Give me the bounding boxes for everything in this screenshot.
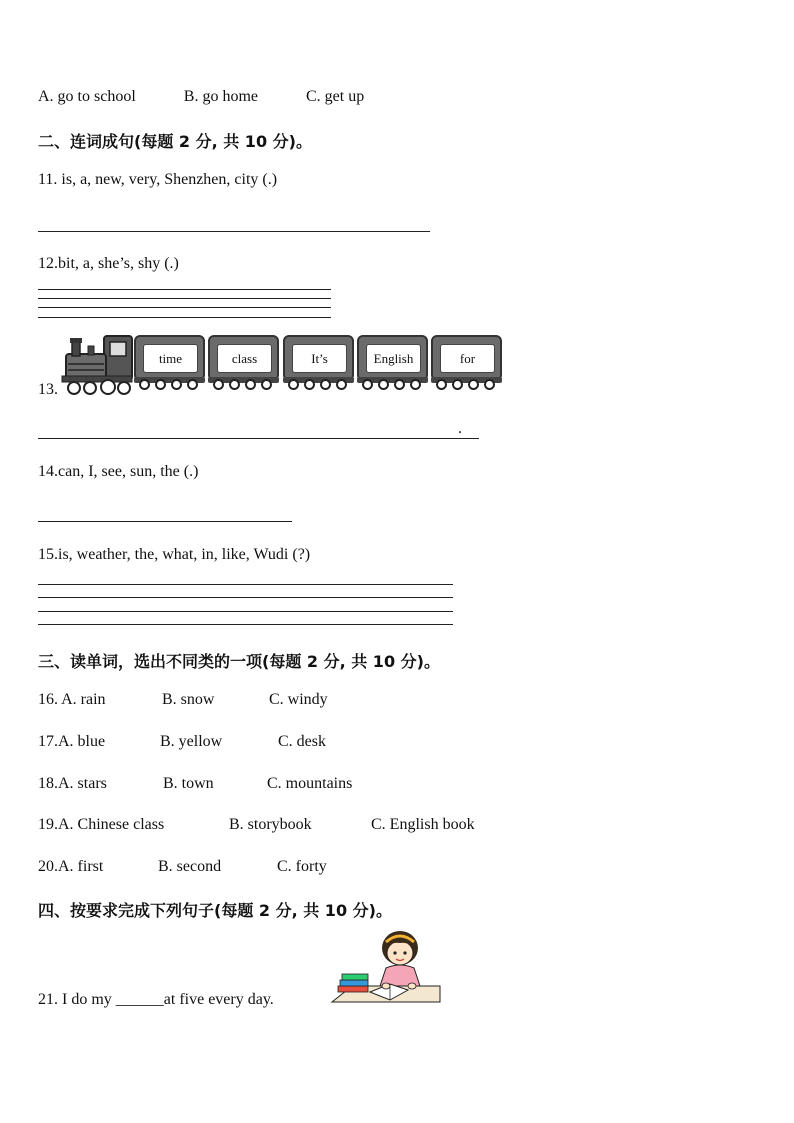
- wheel-icon: [288, 379, 299, 390]
- q11-answer-line[interactable]: [38, 231, 430, 232]
- q18-option-a: A. stars: [58, 775, 107, 792]
- q16-option-b: B. snow: [162, 691, 215, 708]
- train-word-2: class: [217, 344, 272, 373]
- q19-option-a: A. Chinese class: [58, 816, 165, 833]
- section3-title: 三、读单词，选出不同类的一项(每题 2 分, 共 10 分)。: [38, 652, 440, 671]
- wheel-icon: [155, 379, 166, 390]
- locomotive-icon: [60, 332, 134, 396]
- wheel-icon: [229, 379, 240, 390]
- q21-text-before: 21. I do my: [38, 991, 116, 1008]
- q10-options: [38, 88, 364, 106]
- q16-option-c: C. windy: [269, 691, 328, 708]
- q10-option-c: C. get up: [306, 88, 365, 105]
- q14-answer-line[interactable]: [38, 521, 292, 522]
- wheel-icon: [378, 379, 389, 390]
- q20-option-a: A. first: [58, 858, 104, 875]
- q13-answer-line[interactable]: [38, 438, 479, 439]
- q21-blank[interactable]: ______: [115, 991, 164, 1008]
- q12-answer-line-2: [38, 298, 331, 299]
- q13-period: .: [458, 420, 462, 437]
- q12-answer-line-3: [38, 307, 331, 308]
- q17-row: [38, 733, 326, 751]
- train-car-2: [208, 335, 279, 381]
- train-car-3: [283, 335, 354, 381]
- q18-number: 18.: [38, 775, 58, 792]
- wheel-icon: [213, 379, 224, 390]
- wheel-icon: [468, 379, 479, 390]
- q12-answer-line-1[interactable]: [38, 289, 331, 290]
- q17-option-b: B. yellow: [160, 733, 223, 750]
- q10-option-b: B. go home: [183, 88, 258, 105]
- wheel-icon: [394, 379, 405, 390]
- q15-answer-line-1[interactable]: [38, 584, 453, 585]
- q20-option-b: B. second: [158, 858, 222, 875]
- q18-option-b: B. town: [163, 775, 214, 792]
- wheel-icon: [261, 379, 272, 390]
- wheel-icon: [320, 379, 331, 390]
- girl-homework-illustration: [330, 928, 442, 1008]
- train-word-1: time: [143, 344, 198, 373]
- q19-number: 19.: [38, 816, 58, 833]
- q16-number: 16.: [38, 691, 62, 708]
- q17-number: 17.: [38, 733, 58, 750]
- train-word-3: It’s: [292, 344, 347, 373]
- wheel-icon: [336, 379, 347, 390]
- wheel-icon: [171, 379, 182, 390]
- q21-sentence: [38, 991, 274, 1009]
- wheel-icon: [484, 379, 495, 390]
- q12-answer-line-4: [38, 317, 331, 318]
- q20-option-c: C. forty: [277, 858, 327, 875]
- train-car-4: [357, 335, 428, 381]
- section2-title: 二、连词成句(每题 2 分, 共 10 分)。: [38, 132, 312, 151]
- wheel-icon: [304, 379, 315, 390]
- wheel-icon: [245, 379, 256, 390]
- q12-prompt: 12.bit, a, she’s, shy (.): [38, 255, 179, 272]
- train-car-5: [431, 335, 502, 381]
- q20-number: 20.: [38, 858, 58, 875]
- q10-option-a: A. go to school: [38, 88, 136, 105]
- q15-answer-line-4: [38, 624, 453, 625]
- train-car-1: [134, 335, 205, 381]
- wheel-icon: [362, 379, 373, 390]
- q15-answer-line-3: [38, 611, 453, 612]
- q21-text-after: at five every day.: [163, 991, 274, 1008]
- q16-row: [38, 691, 328, 709]
- wheel-icon: [436, 379, 447, 390]
- q13-label: 13.: [38, 381, 58, 398]
- q17-option-c: C. desk: [278, 733, 326, 750]
- q20-row: [38, 858, 327, 876]
- q15-answer-line-2: [38, 597, 453, 598]
- q18-option-c: C. mountains: [267, 775, 353, 792]
- q14-prompt: 14.can, I, see, sun, the (.): [38, 463, 199, 480]
- q19-row: [38, 816, 475, 834]
- wheel-icon: [410, 379, 421, 390]
- q17-option-a: A. blue: [58, 733, 106, 750]
- q19-option-c: C. English book: [371, 816, 475, 833]
- q16-option-a: A. rain: [61, 691, 106, 708]
- wheel-icon: [187, 379, 198, 390]
- wheel-icon: [452, 379, 463, 390]
- q19-option-b: B. storybook: [229, 816, 312, 833]
- q11-prompt: 11. is, a, new, very, Shenzhen, city (.): [38, 171, 278, 188]
- wheel-icon: [139, 379, 150, 390]
- q15-prompt: 15.is, weather, the, what, in, like, Wudi (?): [38, 546, 311, 563]
- train-word-4: English: [366, 344, 421, 373]
- section4-title: 四、按要求完成下列句子(每题 2 分, 共 10 分)。: [38, 901, 392, 920]
- train-word-5: for: [440, 344, 495, 373]
- q18-row: [38, 775, 353, 793]
